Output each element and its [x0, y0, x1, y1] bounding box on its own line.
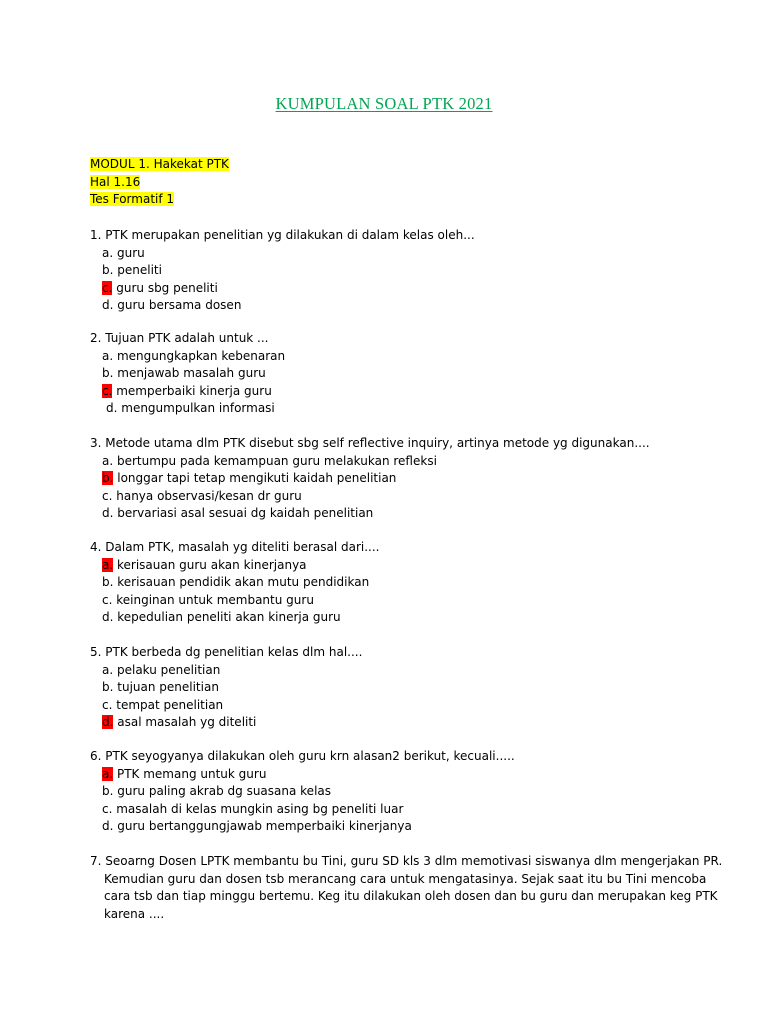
question-line: Kemudian guru dan dosen tsb merancang cara untuk mengatasinya. Sejak saat itu bu Tini mencoba [104, 871, 707, 886]
module-info [90, 156, 229, 209]
option-c: c. keinginan untuk membantu guru [102, 592, 314, 607]
question-stem: 6. PTK seyogyanya dilakukan oleh guru krn alasan2 berikut, kecuali..... [90, 749, 515, 763]
answer-highlight: a. [102, 766, 114, 781]
option-c: c. hanya observasi/kesan dr guru [102, 488, 302, 503]
option-b: b. tujuan penelitian [102, 680, 219, 694]
option-b: b. menjawab masalah guru [102, 366, 266, 380]
answer-highlight: b. [102, 471, 114, 485]
question-stem: 5. PTK berbeda dg penelitian kelas dlm hal.... [90, 645, 363, 659]
option-a-answer: a. PTK memang untuk guru [102, 766, 267, 781]
option-c-answer: c. memperbaiki kinerja guru [102, 383, 272, 398]
question-6 [90, 748, 690, 836]
question-stem: 3. Metode utama dlm PTK disebut sbg self reflective inquiry, artinya metode yg digunakan.... [90, 436, 650, 450]
page-label: Hal 1.16 [90, 174, 141, 189]
question-stem: 4. Dalam PTK, masalah yg diteliti berasal dari.... [90, 540, 380, 554]
question-line: cara tsb dan tiap minggu bertemu. Keg itu dilakukan oleh dosen dan bu guru dan merupakan keg PTK [104, 889, 718, 903]
question-stem: 2. Tujuan PTK adalah untuk ... [90, 331, 269, 345]
module-label: MODUL 1. Hakekat PTK [90, 157, 229, 171]
question-5 [90, 644, 690, 732]
option-a: a. pelaku penelitian [102, 662, 221, 677]
question-4 [90, 539, 690, 627]
answer-highlight: c. [102, 383, 113, 398]
answer-highlight: c. [102, 280, 113, 295]
option-d: d. guru bertanggungjawab memperbaiki kinerjanya [102, 819, 412, 833]
option-b-answer: b. longgar tapi tetap mengikuti kaidah penelitian [102, 471, 397, 485]
option-a: a. guru [102, 245, 145, 260]
option-d: d. guru bersama dosen [102, 298, 242, 312]
option-d: d. mengumpulkan informasi [106, 401, 275, 415]
option-b: b. guru paling akrab dg suasana kelas [102, 784, 332, 798]
question-line: karena .... [104, 906, 165, 921]
option-d: d. kepedulian peneliti akan kinerja guru [102, 610, 341, 624]
question-7 [90, 853, 723, 923]
document-title: KUMPULAN SOAL PTK 2021 [275, 94, 493, 113]
answer-highlight: d. [102, 715, 114, 729]
question-stem: 7. Seoarng Dosen LPTK membantu bu Tini, guru SD kls 3 dlm memotivasi siswanya dlm mengerjakan PR. [90, 854, 723, 868]
option-a-answer: a. kerisauan guru akan kinerjanya [102, 557, 307, 572]
option-d-answer: d. asal masalah yg diteliti [102, 715, 257, 729]
answer-highlight: a. [102, 557, 114, 572]
option-c: c. masalah di kelas mungkin asing bg peneliti luar [102, 801, 404, 816]
option-b: b. kerisauan pendidik akan mutu pendidikan [102, 575, 370, 589]
option-b: b. peneliti [102, 263, 162, 277]
option-a: a. mengungkapkan kebenaran [102, 348, 286, 363]
question-3 [90, 435, 690, 523]
question-1 [90, 227, 690, 315]
option-d: d. bervariasi asal sesuai dg kaidah penelitian [102, 506, 374, 520]
test-label: Tes Formatif 1 [90, 192, 175, 206]
option-c-answer: c. guru sbg peneliti [102, 280, 218, 295]
question-stem: 1. PTK merupakan penelitian yg dilakukan di dalam kelas oleh... [90, 228, 475, 242]
option-c: c. tempat penelitian [102, 697, 224, 712]
option-a: a. bertumpu pada kemampuan guru melakukan refleksi [102, 453, 437, 468]
question-2 [90, 330, 690, 418]
